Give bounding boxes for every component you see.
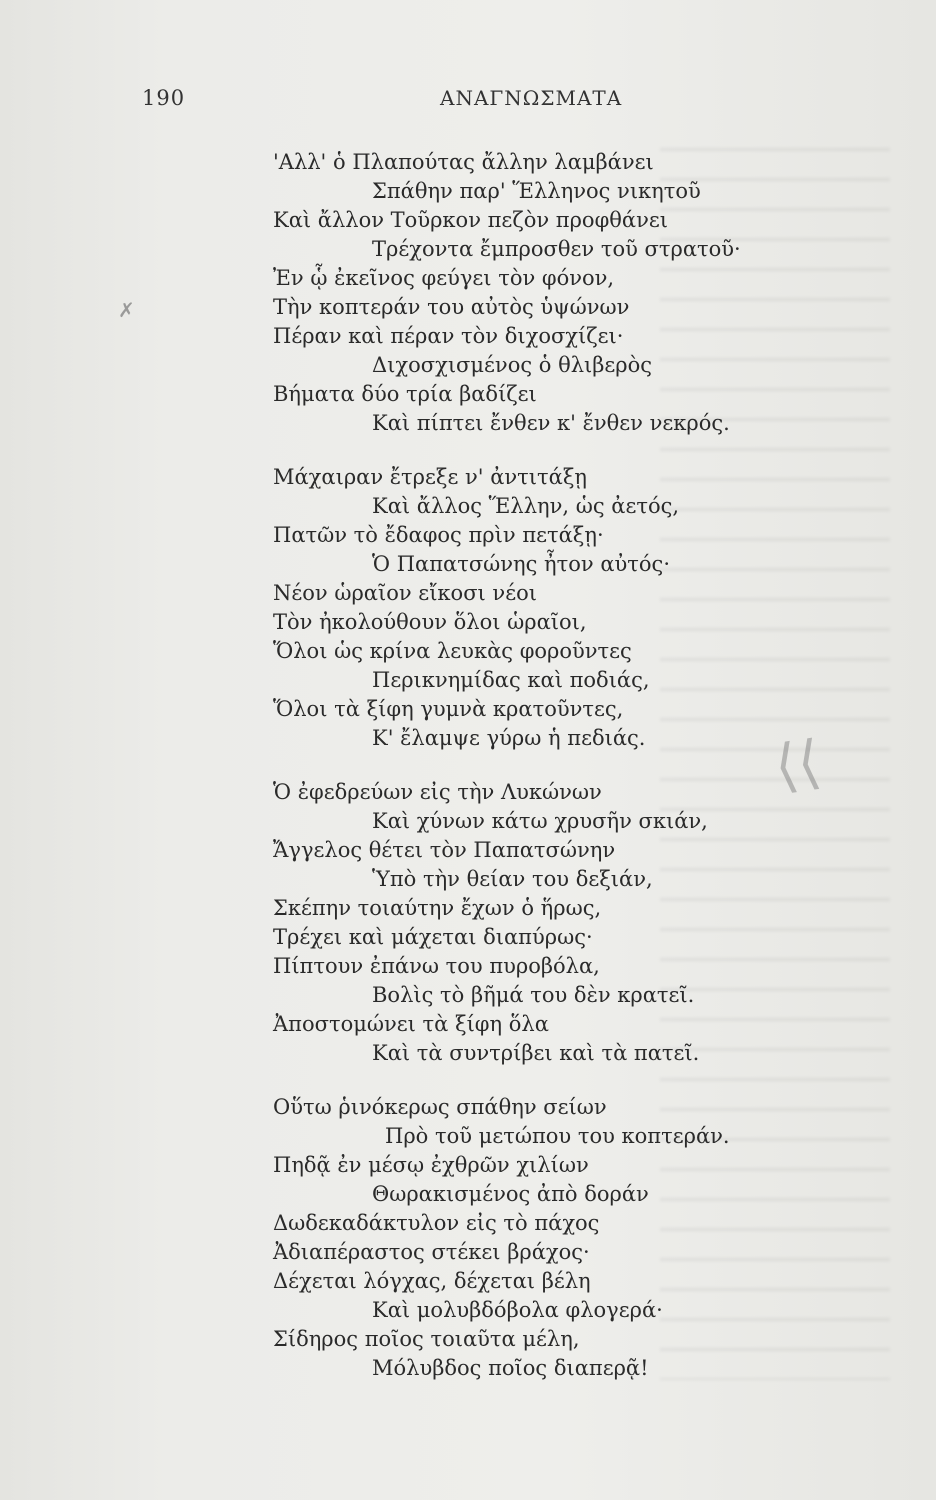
verse-line: Ὅλοι ὡς κρίνα λευκὰς φοροῦντες [273,639,632,663]
verse-line: Πατῶν τὸ ἔδαφος πρὶν πετάξῃ· [273,523,604,547]
verse-line: Καὶ μολυβδόβολα φλογερά· [372,1298,663,1322]
verse-line: Θωρακισμένος ἀπὸ δοράν [372,1182,649,1206]
running-head: ΑΝΑΓΝΩΣΜΑΤΑ [440,86,623,110]
verse-line: Βήματα δύο τρία βαδίζει [273,382,537,406]
verse-line: Δωδεκαδάκτυλον εἰς τὸ πάχος [273,1211,600,1235]
verse-line: Πηδᾷ ἐν μέσῳ ἐχθρῶν χιλίων [273,1153,589,1177]
verse-line: Οὕτω ῥινόκερως σπάθην σείων [273,1095,607,1119]
verse-line: Καὶ πίπτει ἔνθεν κ' ἔνθεν νεκρός. [372,411,730,435]
margin-pencil-mark: ⟨⟨ [770,727,825,801]
verse-line: Μάχαιραν ἔτρεξε ν' ἀντιτάξῃ [273,465,587,489]
stanza [0,463,936,753]
verse-line: Σκέπην τοιαύτην ἔχων ὁ ἥρως, [273,896,602,920]
verse-line: Διχοσχισμένος ὁ θλιβερὸς [372,353,653,377]
verse-line: Πίπτουν ἐπάνω του πυροβόλα, [273,954,600,978]
verse-line: Ἄγγελος θέτει τὸν Παπατσώνην [273,838,616,862]
verse-line: 'Αλλ' ὁ Πλαπούτας ἄλλην λαμβάνει [273,150,654,174]
page-header [0,86,936,116]
verse-line: Ὅλοι τὰ ξίφη γυμνὰ κρατοῦντες, [273,697,624,721]
verse-line: Ἀποστομώνει τὰ ξίφη ὅλα [273,1012,549,1036]
verse-line: Τρέχοντα ἔμπροσθεν τοῦ στρατοῦ· [372,237,741,261]
verse-line: Δέχεται λόγχας, δέχεται βέλη [273,1269,591,1293]
verse-line: Ὁ Παπατσώνης ἦτον αὐτός· [372,552,670,576]
verse-line: Ἀδιαπέραστος στέκει βράχος· [273,1240,590,1264]
verse-line: Μόλυβδος ποῖος διαπερᾷ! [372,1356,649,1380]
margin-tick-mark: ✗ [118,298,135,322]
stanza [0,778,936,1068]
verse-line: Τὸν ἠκολούθουν ὅλοι ὡραῖοι, [273,610,587,634]
verse-line: Τὴν κοπτεράν του αὐτὸς ὑψώνων [273,295,630,319]
verse-line: Πρὸ τοῦ μετώπου του κοπτεράν. [385,1124,730,1148]
verse-line: Καὶ ἄλλος Ἕλλην, ὡς ἀετός, [372,494,680,518]
page-number: 190 [142,86,186,110]
verse-line: Καὶ χύνων κάτω χρυσῆν σκιάν, [372,809,708,833]
verse-line: Καὶ τὰ συντρίβει καὶ τὰ πατεῖ. [372,1041,700,1065]
verse-line: Περικνημίδας καὶ ποδιάς, [372,668,650,692]
verse-line: Ἐν ᾧ ἐκεῖνος φεύγει τὸν φόνον, [273,266,615,290]
verse-line: Σίδηρος ποῖος τοιαῦτα μέλη, [273,1327,580,1351]
verse-line: Πέραν καὶ πέραν τὸν διχοσχίζει· [273,324,624,348]
stanza [0,1093,936,1383]
verse-line: Κ' ἔλαμψε γύρω ἡ πεδιάς. [372,726,646,750]
verse-line: Ὁ ἐφεδρεύων εἰς τὴν Λυκώνων [273,780,602,804]
stanza [0,148,936,438]
verse-line: Τρέχει καὶ μάχεται διαπύρως· [273,925,593,949]
verse-line: Σπάθην παρ' Ἕλληνος νικητοῦ [372,179,701,203]
verse-line: Νέον ὡραῖον εἴκοσι νέοι [273,581,537,605]
verse-line: Καὶ ἄλλον Τοῦρκον πεζὸν προφθάνει [273,208,668,232]
verse-line: Ὑπὸ τὴν θείαν του δεξιάν, [372,867,653,891]
poem-body [0,148,936,1408]
verse-line: Βολὶς τὸ βῆμά του δὲν κρατεῖ. [372,983,695,1007]
